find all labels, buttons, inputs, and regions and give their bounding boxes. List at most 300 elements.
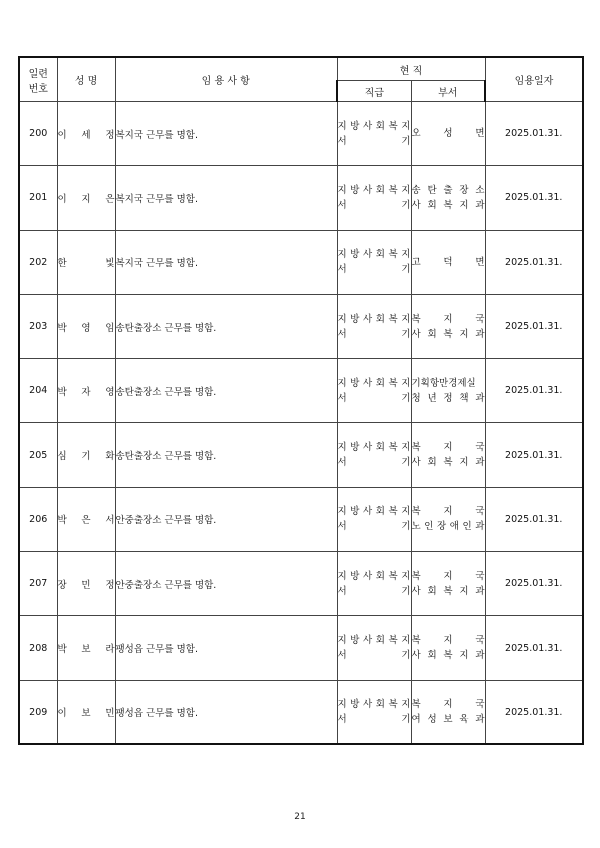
glyph: 복	[411, 635, 421, 647]
appointment-cell: 안중출장소 근무를 명함.	[115, 552, 337, 616]
glyph: 방	[350, 699, 360, 711]
date-cell: 2025.01.31.	[485, 423, 583, 487]
glyph: 회	[427, 199, 437, 211]
glyph: 서	[337, 392, 347, 404]
glyph: 면	[475, 128, 485, 140]
glyph: 회	[427, 328, 437, 340]
glyph: 과	[475, 392, 485, 404]
name-glyphs	[58, 384, 115, 398]
glyph: 탄	[427, 184, 437, 196]
glyph: 장	[437, 521, 447, 533]
spaced-line	[412, 712, 485, 727]
glyph: 복	[388, 570, 398, 582]
grade-cell	[337, 102, 411, 166]
serial-number-cell: 201	[19, 166, 57, 230]
spaced-line	[412, 648, 485, 663]
glyph: 인	[462, 521, 472, 533]
glyph: 국	[475, 506, 485, 518]
glyph: 지	[401, 249, 411, 261]
grade-cell	[337, 294, 411, 358]
spaced-line	[412, 198, 485, 213]
glyph: 기획항만경제실	[411, 377, 476, 389]
name-glyph: 빛	[105, 258, 115, 270]
appointment-table	[18, 56, 584, 745]
glyph: 지	[443, 635, 453, 647]
glyph: 서	[337, 264, 347, 276]
glyph: 면	[475, 256, 485, 268]
spaced-line	[412, 183, 485, 198]
date-cell: 2025.01.31.	[485, 487, 583, 551]
glyph: 지	[443, 313, 453, 325]
glyph: 여	[411, 714, 421, 726]
date-cell: 2025.01.31.	[485, 359, 583, 423]
name-glyph: 은	[105, 193, 115, 205]
serial-number-cell: 205	[19, 423, 57, 487]
glyph: 방	[350, 120, 360, 132]
name-glyph: 민	[105, 708, 115, 720]
name-glyphs	[58, 191, 115, 205]
glyph: 지	[459, 585, 469, 597]
header-serial-line2: 번호	[28, 83, 48, 95]
name-glyph: 영	[81, 322, 91, 334]
glyph: 기	[401, 714, 411, 726]
glyph: 방	[350, 313, 360, 325]
spaced-line	[338, 440, 411, 455]
glyph: 사	[411, 650, 421, 662]
glyph: 과	[475, 199, 485, 211]
glyph: 사	[363, 377, 373, 389]
spaced-line	[338, 198, 411, 213]
glyph: 서	[337, 457, 347, 469]
glyph: 복	[388, 313, 398, 325]
glyph: 복	[388, 120, 398, 132]
date-cell: 2025.01.31.	[485, 680, 583, 744]
header-serial-line1: 일련	[28, 68, 48, 80]
glyph: 기	[401, 585, 411, 597]
glyph: 지	[337, 184, 347, 196]
glyph: 기	[401, 264, 411, 276]
name-glyph: 영	[105, 386, 115, 398]
glyph: 기	[401, 650, 411, 662]
appointment-cell: 안중출장소 근무를 명함.	[115, 487, 337, 551]
department-cell	[411, 359, 485, 423]
glyph: 복	[411, 570, 421, 582]
table-row	[19, 616, 583, 680]
spaced-line	[412, 440, 485, 455]
glyph: 회	[375, 442, 385, 454]
table-row	[19, 102, 583, 166]
glyph: 서	[337, 135, 347, 147]
name-glyph: 박	[57, 644, 67, 656]
glyph: 회	[375, 570, 385, 582]
name-glyph: 심	[57, 451, 67, 463]
spaced-line	[338, 633, 411, 648]
serial-number-cell: 206	[19, 487, 57, 551]
glyph: 사	[363, 506, 373, 518]
glyph: 사	[363, 635, 373, 647]
spaced-line	[412, 584, 485, 599]
glyph: 서	[337, 521, 347, 533]
glyph: 사	[363, 120, 373, 132]
name-glyph: 서	[105, 515, 115, 527]
glyph: 복	[388, 442, 398, 454]
serial-number-cell: 207	[19, 552, 57, 616]
glyph: 지	[459, 650, 469, 662]
appointment-cell: 송탄출장소 근무를 명함.	[115, 294, 337, 358]
glyph: 사	[411, 328, 421, 340]
glyph: 덕	[443, 256, 453, 268]
name-glyphs	[58, 320, 115, 334]
glyph: 복	[443, 650, 453, 662]
table-row	[19, 680, 583, 744]
glyph: 지	[401, 377, 411, 389]
glyph: 청	[411, 392, 421, 404]
spaced-line	[338, 504, 411, 519]
glyph: 과	[475, 457, 485, 469]
glyph: 방	[350, 570, 360, 582]
table-row	[19, 552, 583, 616]
glyph: 회	[375, 313, 385, 325]
department-cell	[411, 423, 485, 487]
glyph: 지	[337, 377, 347, 389]
table-row	[19, 230, 583, 294]
name-glyph: 장	[57, 579, 67, 591]
glyph: 회	[427, 650, 437, 662]
glyph: 국	[475, 699, 485, 711]
name-glyph: 라	[105, 644, 115, 656]
name-cell	[57, 616, 115, 680]
glyph: 기	[401, 521, 411, 533]
name-glyph: 화	[105, 451, 115, 463]
glyph: 국	[475, 635, 485, 647]
spaced-line	[338, 327, 411, 342]
glyph: 지	[459, 328, 469, 340]
glyph: 책	[459, 392, 469, 404]
glyph: 기	[401, 392, 411, 404]
glyph: 지	[401, 442, 411, 454]
glyph: 과	[475, 585, 485, 597]
glyph: 회	[375, 635, 385, 647]
glyph: 송	[411, 184, 421, 196]
glyph: 지	[401, 506, 411, 518]
grade-cell	[337, 359, 411, 423]
table-row	[19, 423, 583, 487]
glyph: 지	[443, 442, 453, 454]
glyph: 서	[337, 650, 347, 662]
name-glyph: 민	[81, 579, 91, 591]
glyph: 과	[475, 714, 485, 726]
spaced-line	[338, 119, 411, 134]
department-cell	[411, 680, 485, 744]
glyph: 지	[459, 457, 469, 469]
glyph: 복	[443, 199, 453, 211]
glyph: 서	[337, 585, 347, 597]
glyph: 서	[337, 199, 347, 211]
name-cell	[57, 552, 115, 616]
glyph: 서	[337, 328, 347, 340]
header-name: 성 명	[57, 57, 115, 102]
glyph: 애	[449, 521, 459, 533]
glyph: 고	[411, 256, 421, 268]
name-cell	[57, 359, 115, 423]
name-glyph: 자	[81, 386, 91, 398]
glyph: 회	[427, 585, 437, 597]
glyph: 육	[459, 714, 469, 726]
grade-cell	[337, 552, 411, 616]
header-appointment: 임 용 사 항	[115, 57, 337, 102]
glyph: 복	[388, 635, 398, 647]
spaced-line	[412, 519, 485, 534]
glyph: 과	[475, 650, 485, 662]
spaced-line	[412, 697, 485, 712]
glyph: 사	[363, 699, 373, 711]
glyph: 지	[401, 184, 411, 196]
grade-cell	[337, 680, 411, 744]
date-cell: 2025.01.31.	[485, 616, 583, 680]
glyph: 지	[443, 570, 453, 582]
glyph: 지	[337, 699, 347, 711]
name-glyphs	[58, 577, 115, 591]
grade-cell	[337, 487, 411, 551]
glyph: 방	[350, 249, 360, 261]
table-row	[19, 359, 583, 423]
glyph: 지	[401, 699, 411, 711]
department-cell	[411, 102, 485, 166]
name-cell	[57, 487, 115, 551]
name-glyph: 임	[105, 322, 115, 334]
glyph: 정	[443, 392, 453, 404]
spaced-line	[338, 569, 411, 584]
spaced-line	[338, 376, 411, 391]
glyph: 복	[388, 249, 398, 261]
name-glyph: 은	[81, 515, 91, 527]
serial-number-cell: 204	[19, 359, 57, 423]
glyph: 방	[350, 442, 360, 454]
glyph: 지	[401, 635, 411, 647]
glyph: 방	[350, 506, 360, 518]
spaced-line	[338, 584, 411, 599]
glyph: 기	[401, 199, 411, 211]
glyph: 사	[411, 199, 421, 211]
serial-number-cell: 208	[19, 616, 57, 680]
name-glyph: 지	[81, 193, 91, 205]
glyph: 지	[337, 313, 347, 325]
spaced-line	[338, 247, 411, 262]
name-glyph: 이	[57, 708, 67, 720]
glyph: 복	[411, 313, 421, 325]
glyph: 복	[388, 184, 398, 196]
date-cell: 2025.01.31.	[485, 166, 583, 230]
glyph: 복	[443, 585, 453, 597]
department-cell	[411, 487, 485, 551]
glyph: 국	[475, 313, 485, 325]
glyph: 방	[350, 184, 360, 196]
spaced-line	[338, 134, 411, 149]
glyph: 회	[427, 457, 437, 469]
spaced-line	[338, 648, 411, 663]
spaced-line	[338, 712, 411, 727]
table-row	[19, 487, 583, 551]
name-glyph: 박	[57, 386, 67, 398]
glyph: 사	[411, 457, 421, 469]
glyph: 방	[350, 635, 360, 647]
appointment-cell: 송탄출장소 근무를 명함.	[115, 423, 337, 487]
date-cell: 2025.01.31.	[485, 294, 583, 358]
spaced-line	[412, 327, 485, 342]
glyph: 사	[363, 313, 373, 325]
glyph: 회	[375, 120, 385, 132]
glyph: 서	[337, 714, 347, 726]
serial-number-cell: 200	[19, 102, 57, 166]
glyph: 복	[388, 506, 398, 518]
glyph: 사	[363, 184, 373, 196]
date-cell: 2025.01.31.	[485, 102, 583, 166]
spaced-line	[412, 391, 485, 406]
glyph: 지	[401, 120, 411, 132]
glyph: 기	[401, 328, 411, 340]
page-number: 21	[294, 812, 306, 822]
glyph: 성	[443, 128, 453, 140]
glyph: 방	[350, 377, 360, 389]
glyph: 지	[459, 199, 469, 211]
glyph: 지	[401, 313, 411, 325]
department-cell	[411, 166, 485, 230]
date-cell: 2025.01.31.	[485, 230, 583, 294]
glyph: 회	[375, 184, 385, 196]
glyph: 지	[337, 249, 347, 261]
glyph: 회	[375, 249, 385, 261]
glyph: 성	[427, 714, 437, 726]
spaced-line	[338, 312, 411, 327]
spaced-line	[412, 376, 485, 391]
name-glyph: 박	[57, 322, 67, 334]
table-row	[19, 294, 583, 358]
glyph: 보	[443, 714, 453, 726]
grade-cell	[337, 423, 411, 487]
name-glyph: 정	[105, 129, 115, 141]
name-glyph: 정	[105, 579, 115, 591]
appointment-cell: 복지국 근무를 명함.	[115, 102, 337, 166]
spaced-line	[338, 262, 411, 277]
name-glyphs	[58, 448, 115, 462]
header-current-position: 현 직	[337, 57, 485, 81]
glyph: 년	[427, 392, 437, 404]
glyph: 사	[363, 570, 373, 582]
glyph: 회	[375, 699, 385, 711]
glyph: 과	[475, 328, 485, 340]
glyph: 지	[337, 506, 347, 518]
grade-cell	[337, 166, 411, 230]
department-cell	[411, 552, 485, 616]
date-cell: 2025.01.31.	[485, 552, 583, 616]
name-glyphs	[58, 641, 115, 655]
glyph: 지	[337, 120, 347, 132]
glyph: 기	[401, 135, 411, 147]
spaced-line	[412, 569, 485, 584]
name-glyph: 이	[57, 193, 67, 205]
table-row	[19, 166, 583, 230]
glyph: 회	[375, 506, 385, 518]
spaced-line	[338, 519, 411, 534]
spaced-line	[338, 455, 411, 470]
glyph: 국	[475, 442, 485, 454]
glyph: 과	[475, 521, 485, 533]
name-glyph: 세	[81, 129, 91, 141]
serial-number-cell: 203	[19, 294, 57, 358]
spaced-line	[412, 126, 485, 141]
spaced-line	[412, 312, 485, 327]
glyph: 지	[443, 699, 453, 711]
header-department: 부서	[411, 81, 485, 102]
department-cell	[411, 294, 485, 358]
spaced-line	[412, 504, 485, 519]
name-cell	[57, 680, 115, 744]
glyph: 회	[375, 377, 385, 389]
name-glyphs	[58, 512, 115, 526]
name-glyphs	[58, 705, 115, 719]
name-glyph: 기	[81, 451, 91, 463]
name-glyph: 이	[57, 129, 67, 141]
glyph: 복	[443, 328, 453, 340]
glyph: 지	[401, 570, 411, 582]
header-serial-number	[19, 57, 57, 102]
glyph: 장	[459, 184, 469, 196]
name-cell	[57, 102, 115, 166]
spaced-line	[338, 697, 411, 712]
serial-number-cell: 209	[19, 680, 57, 744]
glyph: 소	[475, 184, 485, 196]
glyph: 복	[411, 442, 421, 454]
glyph: 지	[337, 635, 347, 647]
name-cell	[57, 166, 115, 230]
appointment-cell: 복지국 근무를 명함.	[115, 230, 337, 294]
name-cell	[57, 423, 115, 487]
name-glyph: 보	[81, 644, 91, 656]
name-cell	[57, 230, 115, 294]
glyph: 출	[443, 184, 453, 196]
appointment-cell: 복지국 근무를 명함.	[115, 166, 337, 230]
glyph: 복	[411, 506, 421, 518]
header-appointment-date: 임용일자	[485, 57, 583, 102]
glyph: 노	[411, 521, 421, 533]
glyph: 기	[401, 457, 411, 469]
spaced-line	[412, 255, 485, 270]
name-glyph: 한	[57, 258, 67, 270]
spaced-line	[412, 633, 485, 648]
name-glyphs	[58, 255, 115, 269]
glyph: 복	[388, 699, 398, 711]
glyph: 지	[337, 442, 347, 454]
header-grade: 직급	[337, 81, 411, 102]
department-cell	[411, 230, 485, 294]
glyph: 인	[424, 521, 434, 533]
name-cell	[57, 294, 115, 358]
serial-number-cell: 202	[19, 230, 57, 294]
glyph: 복	[443, 457, 453, 469]
glyph: 오	[411, 128, 421, 140]
spaced-line	[412, 455, 485, 470]
spaced-line	[338, 183, 411, 198]
appointment-cell: 팽성읍 근무를 명함.	[115, 680, 337, 744]
name-glyphs	[58, 127, 115, 141]
glyph: 복	[411, 699, 421, 711]
department-cell	[411, 616, 485, 680]
glyph: 사	[363, 442, 373, 454]
table-body	[19, 102, 583, 745]
grade-cell	[337, 616, 411, 680]
glyph: 복	[388, 377, 398, 389]
glyph: 사	[411, 585, 421, 597]
